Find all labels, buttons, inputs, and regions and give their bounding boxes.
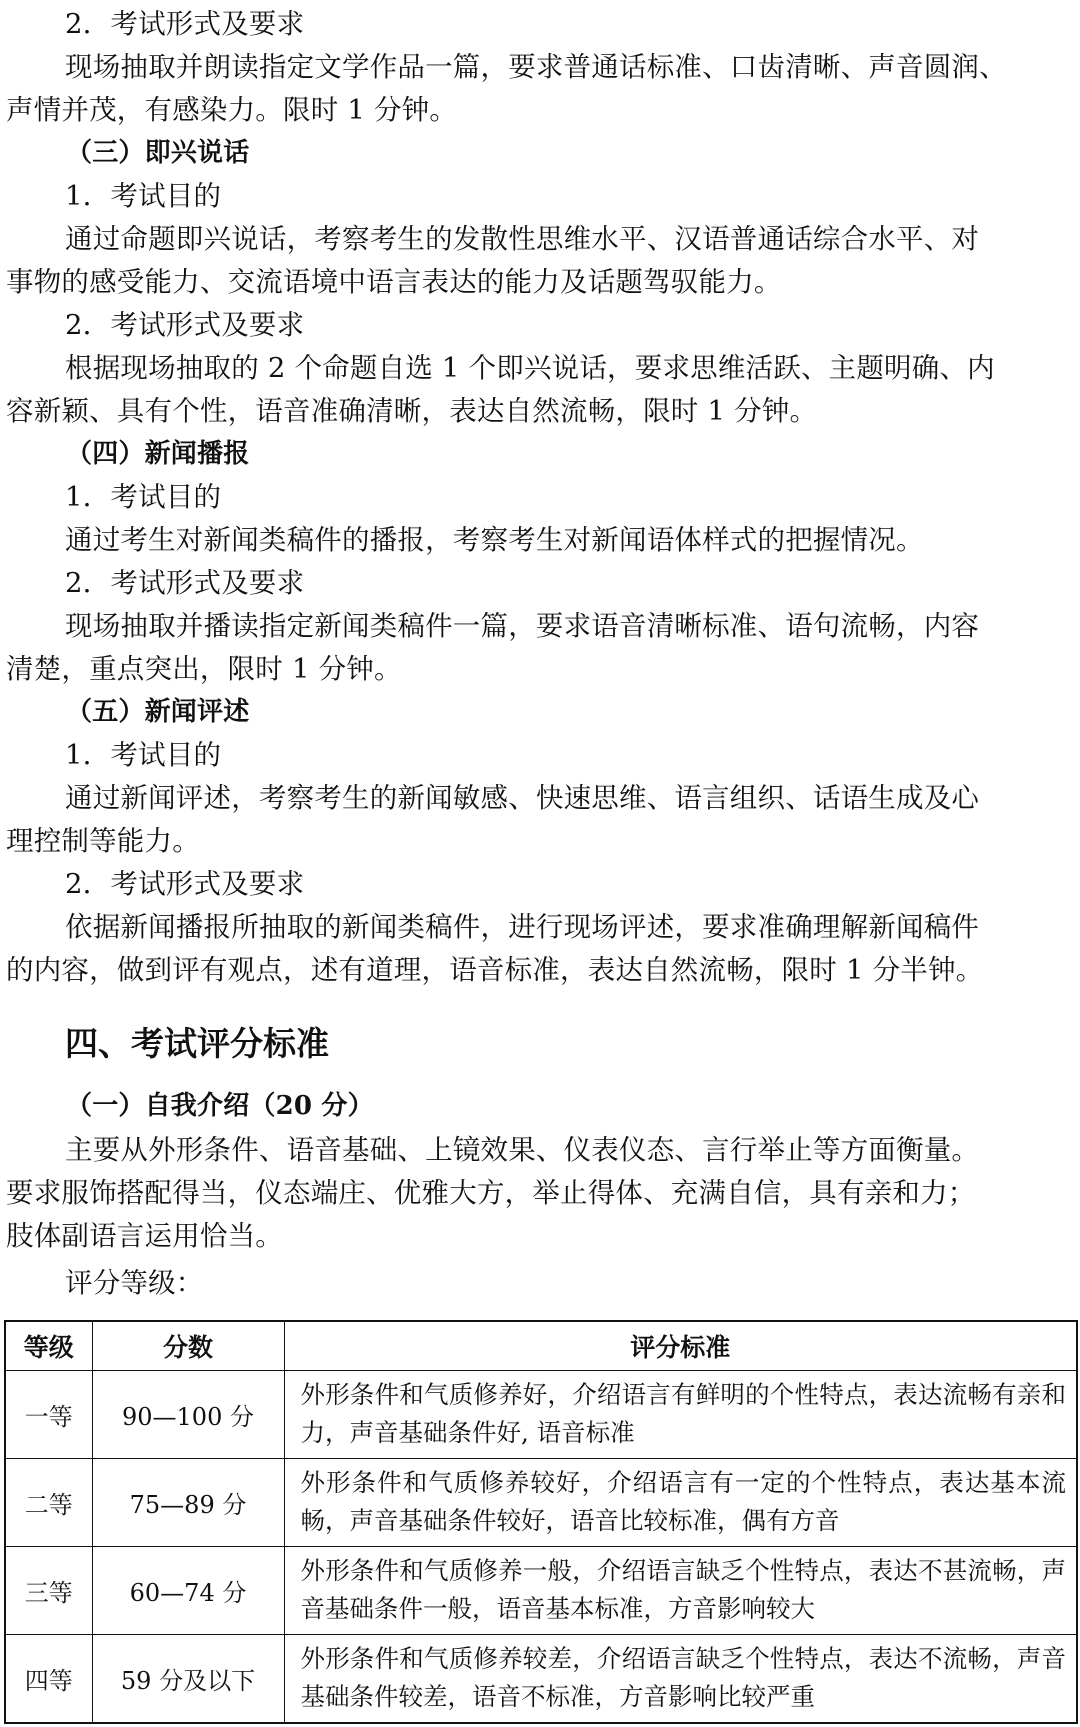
paragraph-line: 肢体副语言运用恰当。: [6, 1220, 283, 1252]
paragraph-line: 容新颖、具有个性，语音准确清晰，表达自然流畅，限时 1 分钟。: [6, 395, 818, 427]
chapter-title: 四、考试评分标准: [65, 1024, 329, 1063]
paragraph-line: 声情并茂，有感染力。限时 1 分钟。: [6, 94, 458, 126]
paragraph-line: 通过新闻评述，考察考生的新闻敏感、快速思维、语言组织、话语生成及心: [65, 782, 980, 814]
paragraph-line: 清楚，重点突出，限时 1 分钟。: [6, 653, 402, 685]
cell-level: 二等: [5, 1458, 92, 1546]
cell-criteria: 外形条件和气质修养较好，介绍语言有一定的个性特点，表达基本流畅，声音基础条件较好，语音比较标准，偶有方音: [284, 1458, 1077, 1546]
header-criteria: 评分标准: [284, 1321, 1077, 1371]
paragraph-line: 要求服饰搭配得当，仪态端庄、优雅大方，举止得体、充满自信，具有亲和力；: [6, 1177, 976, 1209]
table-row: [5, 1458, 1077, 1546]
item-heading: 1．考试目的: [65, 180, 222, 212]
section-title-5: （五）新闻评述: [66, 697, 250, 727]
paragraph-line: 通过考生对新闻类稿件的播报，考察考生对新闻语体样式的把握情况。: [65, 524, 924, 556]
item-heading: 2．考试形式及要求: [65, 567, 305, 599]
paragraph-line: 事物的感受能力、交流语境中语言表达的能力及话题驾驭能力。: [6, 266, 782, 298]
paragraph-line: 现场抽取并播读指定新闻类稿件一篇，要求语音清晰标准、语句流畅，内容: [65, 610, 980, 642]
cell-level: 一等: [5, 1371, 92, 1459]
table-row: [5, 1634, 1077, 1723]
item-heading: 2．考试形式及要求: [65, 8, 305, 40]
cell-criteria: 外形条件和气质修养一般，介绍语言缺乏个性特点，表达不甚流畅，声音基础条件一般，语音基本标准，方音影响较大: [284, 1546, 1077, 1634]
paragraph-line: 的内容，做到评有观点，述有道理，语音标准，表达自然流畅，限时 1 分半钟。: [6, 954, 984, 986]
paragraph-line: 主要从外形条件、语音基础、上镜效果、仪表仪态、言行举止等方面衡量。: [65, 1134, 980, 1166]
cell-score: 60—74 分: [92, 1546, 284, 1634]
header-level: 等级: [5, 1321, 92, 1371]
subsection-title: （一）自我介绍（20 分）: [66, 1091, 374, 1121]
cell-level: 三等: [5, 1546, 92, 1634]
cell-score: 90—100 分: [92, 1371, 284, 1459]
item-heading: 2．考试形式及要求: [65, 868, 305, 900]
item-heading: 1．考试目的: [65, 481, 222, 513]
table-header-row: [5, 1321, 1077, 1371]
cell-criteria: 外形条件和气质修养好，介绍语言有鲜明的个性特点，表达流畅有亲和力，声音基础条件好, 语音标准: [284, 1371, 1077, 1459]
cell-score: 59 分及以下: [92, 1634, 284, 1723]
section-title-4: （四）新闻播报: [66, 439, 250, 469]
paragraph-line: 通过命题即兴说话，考察考生的发散性思维水平、汉语普通话综合水平、对: [65, 223, 980, 255]
section-title-3: （三）即兴说话: [66, 138, 250, 168]
cell-score: 75—89 分: [92, 1458, 284, 1546]
item-heading: 1．考试目的: [65, 739, 222, 771]
grading-table: [4, 1320, 1078, 1724]
paragraph-line: 依据新闻播报所抽取的新闻类稿件，进行现场评述，要求准确理解新闻稿件: [65, 911, 980, 943]
item-heading: 2．考试形式及要求: [65, 309, 305, 341]
paragraph-line: 理控制等能力。: [6, 825, 200, 857]
table-row: [5, 1546, 1077, 1634]
cell-criteria: 外形条件和气质修养较差，介绍语言缺乏个性特点，表达不流畅，声音基础条件较差，语音不标准，方音影响比较严重: [284, 1634, 1077, 1723]
header-score: 分数: [92, 1321, 284, 1371]
table-row: [5, 1371, 1077, 1459]
grade-label: 评分等级：: [65, 1267, 204, 1299]
cell-level: 四等: [5, 1634, 92, 1723]
paragraph-line: 根据现场抽取的 2 个命题自选 1 个即兴说话，要求思维活跃、主题明确、内: [65, 352, 995, 384]
paragraph-line: 现场抽取并朗读指定文学作品一篇，要求普通话标准、口齿清晰、声音圆润、: [65, 51, 1007, 83]
